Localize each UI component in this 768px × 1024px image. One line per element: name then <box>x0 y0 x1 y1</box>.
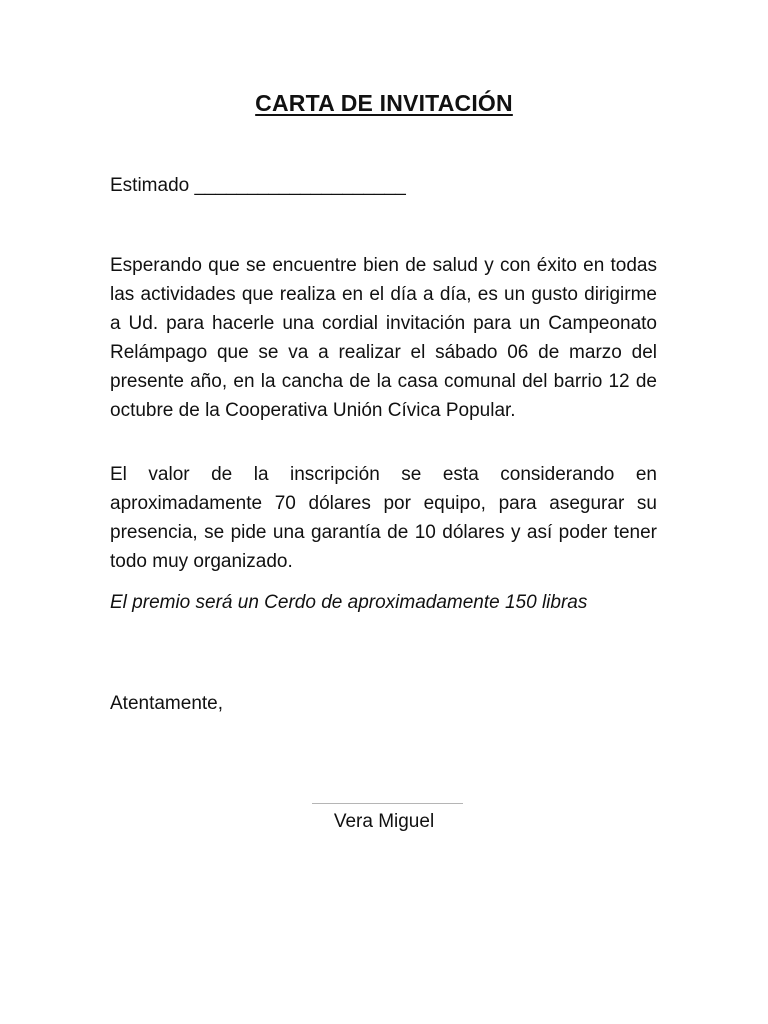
signature-name: Vera Miguel <box>333 811 435 832</box>
body-paragraph-prize: El premio será un Cerdo de aproximadamente 150 libras <box>110 592 588 613</box>
body-paragraph-invitation: Esperando que se encuentre bien de salud y con éxito en todas las actividades que realiza en el día a día, es un gusto dirigirme a Ud. para hacerle una cordial invitación para un Campeonato Relámpago que se va a realizar el sábado 06 de marzo del presente año, en la cancha de la casa comunal del barrio 12 de octubre de la Cooperativa Unión Cívica Popular. <box>110 255 657 421</box>
letter-title: CARTA DE INVITACIÓN <box>255 90 513 116</box>
body-paragraph-fees: El valor de la inscripción se esta considerando en aproximadamente 70 dólares por equipo, para asegurar su presencia, se pide una garantía de 10 dólares y así poder tener todo muy organizado. <box>110 464 657 572</box>
signature-line <box>312 803 463 804</box>
closing: Atentamente, <box>110 693 224 714</box>
salutation: Estimado ____________________ <box>110 175 406 196</box>
